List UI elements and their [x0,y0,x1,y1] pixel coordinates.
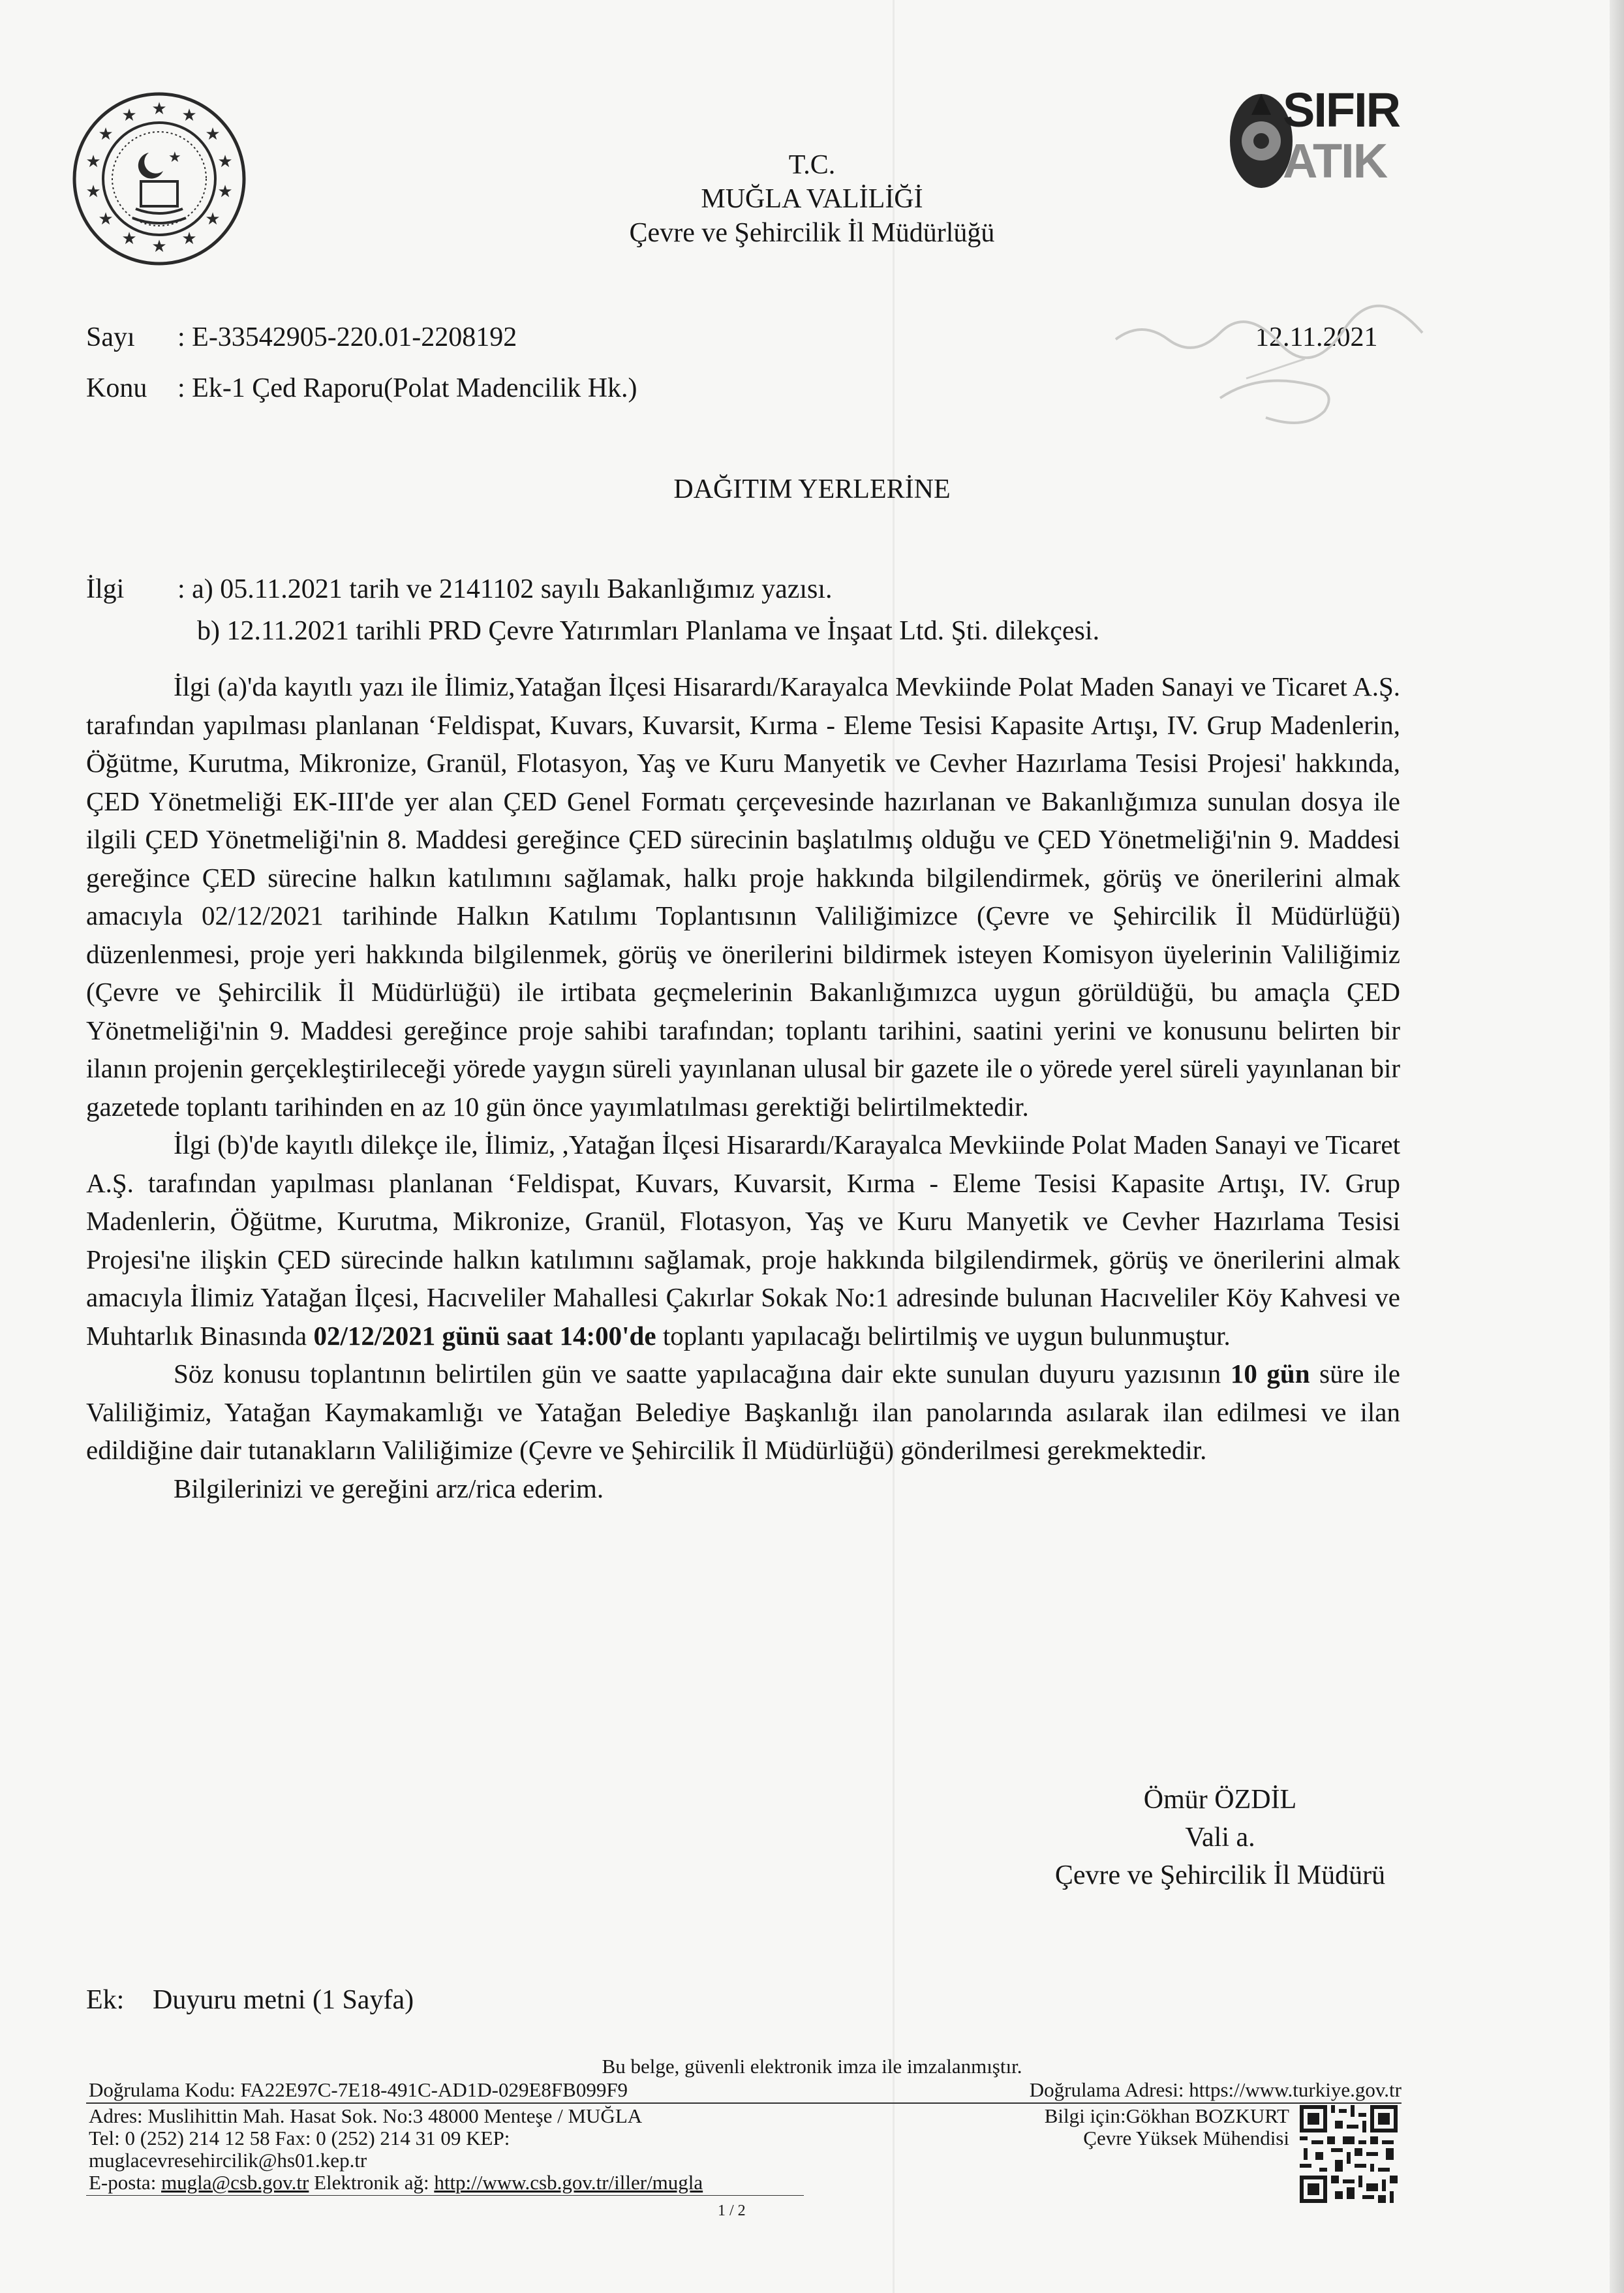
announcement-duration: 10 gün [1230,1359,1310,1389]
document-date: 12.11.2021 [1255,322,1378,352]
paragraph-2 [86,1126,1400,1355]
letter-body [86,668,1400,1507]
address: Adres: Muslihittin Mah. Hasat Sok. No:3 48000 Menteşe / MUĞLA [89,2104,643,2127]
recipient: DAĞITIM YERLERİNE [673,474,951,504]
svg-text:★: ★ [168,149,181,166]
svg-text:★: ★ [151,237,167,256]
paragraph-3 [86,1355,1400,1470]
web-link[interactable]: http://www.csb.gov.tr/iller/mugla [434,2171,703,2194]
email-link[interactable]: mugla@csb.gov.tr [161,2171,309,2194]
header-tc: T.C. [788,150,836,180]
paragraph-3-start: Söz konusu toplantının belirtilen gün ve saatte yapılacağına dair ekte sunulan duyuru yazısının [174,1359,1231,1389]
header-institution: MUĞLA VALİLİĞİ [701,184,923,214]
esign-notice: Bu belge, güvenli elektronik imza ile imzalanmıştır. [602,2055,1022,2078]
svg-text:★: ★ [217,152,233,172]
sayi-label: Sayı [86,322,135,352]
svg-text:★: ★ [121,106,137,125]
signatory-name: Ömür ÖZDİL [1143,1785,1297,1815]
paragraph-2-end: toplantı yapılacağı belirtilmiş ve uygun bulunmuştur. [656,1320,1231,1351]
konu-value: : Ek-1 Çed Raporu(Polat Madencilik Hk.) [177,373,637,403]
logo-text-bottom: ATIK [1283,134,1387,188]
info-contact: Bilgi için:Gökhan BOZKURT [1044,2104,1289,2127]
svg-text:★: ★ [98,209,114,229]
svg-text:★: ★ [205,209,221,229]
konu-label: Konu [86,373,147,403]
svg-text:★: ★ [85,152,101,172]
verification-address: Doğrulama Adresi: https://www.turkiye.gov.tr [1029,2078,1402,2101]
paragraph-3-end: süre ile Valiliğimiz, Yatağan Kaymakamlığı ve Yatağan Belediye Başkanlığı ilan panolarında asılarak ilan edilmesi ve ilan edildiğine dair tutanakların Valiliğimize (Çevre ve Şehircilik İl Müdürlüğü) gönderilmesi gerekmektedir. [86,1359,1400,1465]
paragraph-2-text: İlgi (b)'de kayıtlı dilekçe ile, İlimiz, ,Yatağan İlçesi Hisarardı/Karayalca Mevkiinde Polat Maden Sanayi ve Ticaret A.Ş. tarafından yapılması planlanan ‘Feldispat, Kuvars, Kuvarsit, Kırma - Eleme Tesisi Kapasite Artışı, IV. Grup Madenlerin, Öğütme, Kurutma, Mikronize, Granül, Flotasyon, Yaş ve Kuru Manyetik ve Cevher Hazırlama Tesisi Projesi'ne ilişkin ÇED sürecinde halkın katılımını sağlamak, proje hakkında bilgilendirmek, görüş ve önerilerini almak amacıyla İlimiz Yatağan İlçesi, Hacıveliler Mahallesi Çakırlar Sokak No:1 adresinde bulunan Hacıveliler Köy Kahvesi ve Muhtarlık Binasında [86,1130,1400,1351]
signatory-role: Vali a. [1185,1823,1255,1853]
sayi-value: : E-33542905-220.01-2208192 [177,322,517,352]
verification-code: Doğrulama Kodu: FA22E97C-7E18-491C-AD1D-029E8FB099F9 [89,2078,628,2101]
page-number: 1 / 2 [718,2202,746,2219]
ilgi-b: b) 12.11.2021 tarihli PRD Çevre Yatırımları Planlama ve İnşaat Ltd. Şti. dilekçesi. [197,616,1100,646]
svg-text:★: ★ [217,182,233,202]
phone-fax: Tel: 0 (252) 214 12 58 Fax: 0 (252) 214 31 09 KEP: [89,2127,510,2149]
paragraph-1: İlgi (a)'da kayıtlı yazı ile İlimiz,Yatağan İlçesi Hisarardı/Karayalca Mevkiinde Polat Maden Sanayi ve Ticaret A.Ş. tarafından yapılması planlanan ‘Feldispat, Kuvars, Kuvarsit, Kırma - Eleme Tesisi Kapasite Artışı, IV. Grup Madenlerin, Öğütme, Kurutma, Mikronize, Granül, Flotasyon, Yaş ve Kuru Manyetik ve Cevher Hazırlama Tesisi Projesi' hakkında, ÇED Yönetmeliği EK-III'de yer alan ÇED Genel Formatı çerçevesinde hazırlanan ve Bakanlığımıza sunulan dosya ile ilgili ÇED Yönetmeliği'nin 8. Maddesi gereğince ÇED sürecinin başlatılmış olduğu ve ÇED Yönetmeliği'nin 9. Maddesi gereğince ÇED sürecine halkın katılımını sağlamak, halkı proje hakkında bilgilendirmek, görüş ve önerilerini almak amacıyla 02/12/2021 tarihinde Halkın Katılımı Toplantısının Valiliğimizce (Çevre ve Şehircilik İl Müdürlüğü) düzenlenmesi, proje yeri hakkında bilgilenmek, görüş ve önerilerini bildirmek isteyen Komisyon üyelerinin Valiliğimiz (Çevre ve Şehircilik İl Müdürlüğü) ile irtibata geçmelerinin Bakanlığımızca uygun görüldüğü, bu amaçla ÇED Yönetmeliği'nin 9. Maddesi gereğince proje sahibi tarafından; toplantı tarihini, saatini yerini ve konusunu belirten bir ilanın projenin gerçekleştirileceği yörede yaygın süreli yayınlanan ulusal bir gazete ile o yörede yerel süreli yayınlanan bir gazetede toplantı tarihinden en az 10 gün önce yayımlatılması gerektiği belirtilmektedir. [86,671,1400,1122]
svg-text:★: ★ [181,106,197,125]
qr-code-icon [1300,2105,1398,2203]
ilgi-a: : a) 05.11.2021 tarih ve 2141102 sayılı Bakanlığımız yazısı. [177,574,833,604]
header-directorate: Çevre ve Şehircilik İl Müdürlüğü [629,218,995,248]
signatory-title: Çevre ve Şehircilik İl Müdürü [1054,1860,1386,1890]
meeting-datetime: 02/12/2021 günü saat 14:00'de [313,1320,656,1351]
handwritten-marks [1109,300,1527,463]
kep-address: muglacevresehircilik@hs01.kep.tr [89,2149,367,2172]
footer-divider [86,2102,1402,2104]
svg-text:★: ★ [181,229,197,249]
footer-bottom-line [86,2195,804,2196]
web-label: Elektronik ağ: [309,2171,435,2194]
svg-text:★: ★ [205,125,221,144]
info-title: Çevre Yüksek Mühendisi [1083,2127,1289,2149]
attachment-value: Duyuru metni (1 Sayfa) [153,1985,414,2015]
contact-line [89,2172,703,2193]
email-label: E-posta: [89,2171,162,2194]
logo-text-top: SIFIR [1283,83,1400,137]
svg-text:★: ★ [151,99,167,119]
paragraph-4: Bilgilerinizi ve gereğini arz/rica ederim. [174,1473,604,1503]
svg-text:★: ★ [85,182,101,202]
ilgi-label: İlgi [86,574,125,604]
svg-text:★: ★ [98,125,114,144]
page-edge [1610,0,1624,2293]
svg-text:★: ★ [121,229,137,249]
attachment-label: Ek: [86,1985,125,2015]
